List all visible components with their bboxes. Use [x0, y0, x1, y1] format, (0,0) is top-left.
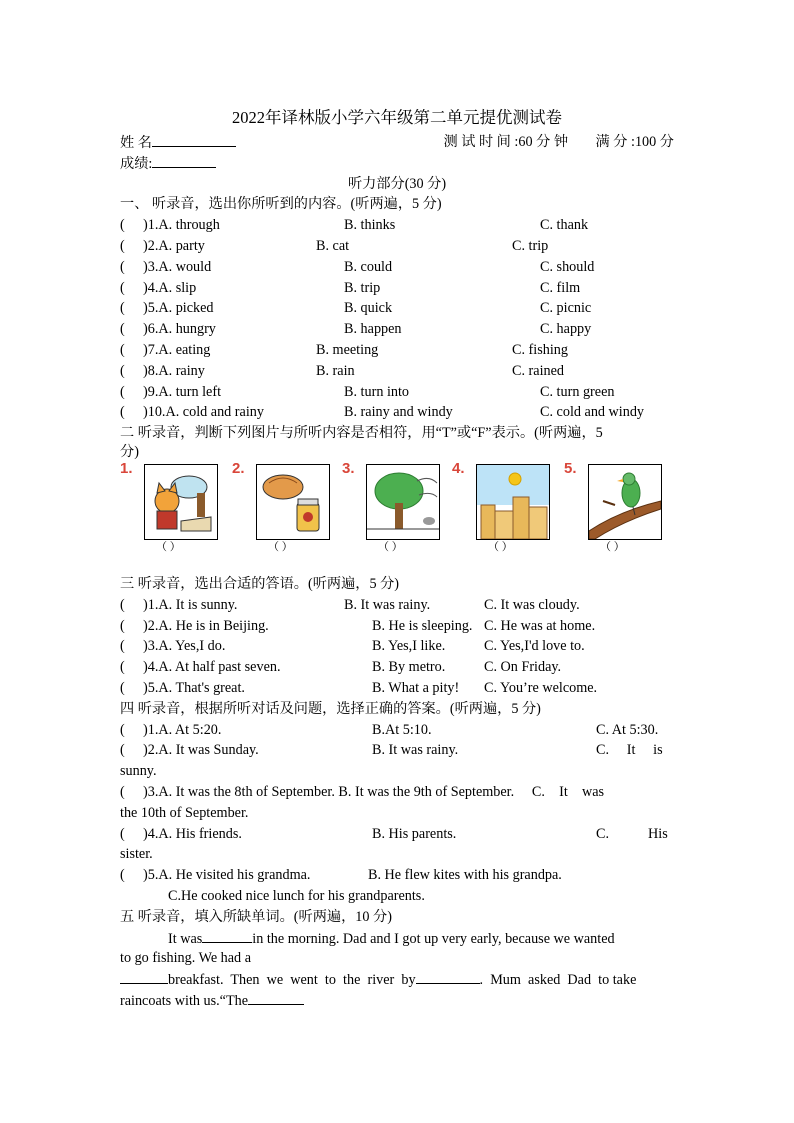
option-a: )3.A. Yes,I do.: [143, 638, 226, 655]
option-a: )7.A. eating: [143, 341, 211, 358]
passage-line-1: [120, 928, 674, 949]
option-a: )8.A. rainy: [143, 362, 205, 379]
option-c: C. He was at home.: [484, 617, 596, 634]
passage-line-4: [120, 990, 674, 1011]
section3-list: [120, 595, 674, 699]
name-field[interactable]: [120, 132, 236, 153]
s4-question-1: [120, 720, 674, 741]
section1-list: [120, 215, 674, 423]
answer-paren[interactable]: (: [120, 742, 125, 759]
picture-number: 4.: [452, 459, 465, 477]
option-b: B. thinks: [344, 217, 396, 234]
answer-paren[interactable]: (: [120, 404, 125, 421]
option-b: B. It was rainy.: [372, 742, 459, 759]
s4-question-5: [120, 865, 674, 886]
answer-paren[interactable]: (: [120, 237, 125, 254]
option-b: B. turn into: [344, 383, 410, 400]
question-row: [120, 595, 674, 616]
section2-heading-cont: 分): [120, 443, 139, 460]
answer-paren[interactable]: (: [120, 638, 125, 655]
passage-text: breakfast. Then we went to the river by: [168, 972, 416, 989]
option-c: C. At 5:30.: [596, 721, 659, 738]
option-b: B. meeting: [316, 341, 379, 358]
fill-blank-3[interactable]: [416, 969, 480, 984]
exam-page: [120, 104, 674, 1011]
option-a: )5.A. That's great.: [143, 679, 245, 696]
option-b: B. By metro.: [372, 659, 446, 676]
option-c: C.He cooked nice lunch for his grandparents.: [168, 887, 425, 904]
section5-heading: 五 听录音，填入所缺单词。(听两遍，10 分): [120, 908, 392, 925]
picture-number: 1.: [120, 459, 133, 477]
option-c: C. It was cloudy.: [484, 596, 580, 613]
question-row: [120, 298, 674, 319]
option-b: B. trip: [344, 279, 381, 296]
question-line: )3.A. It was the 8th of September. B. It was the 9th of September. C. It was: [143, 783, 605, 800]
option-a: )1.A. through: [143, 217, 220, 234]
option-c-cont: sister.: [120, 846, 153, 863]
answer-paren[interactable]: (: [120, 867, 125, 884]
option-c-cont: the 10th of September.: [120, 804, 249, 821]
answer-paren[interactable]: （ ）: [268, 540, 293, 553]
option-b: B. happen: [344, 321, 402, 338]
option-b: B. He flew kites with his grandpa.: [368, 867, 562, 884]
s4-question-4: [120, 824, 674, 845]
answer-paren[interactable]: (: [120, 300, 125, 317]
option-c: C. rained: [512, 362, 565, 379]
answer-paren[interactable]: (: [120, 258, 125, 275]
sunny-buildings-picture-icon: [476, 464, 550, 540]
option-b: B. He is sleeping.: [372, 617, 473, 634]
question-row: [120, 678, 674, 699]
answer-paren[interactable]: （ ）: [378, 540, 403, 553]
option-b: B. It was rainy.: [344, 596, 431, 613]
option-c: C. fishing: [512, 341, 568, 358]
passage-text: raincoats with us.“The: [120, 992, 249, 1009]
option-a: )9.A. turn left: [143, 383, 222, 400]
question-row: [120, 636, 674, 657]
option-b: B. Yes,I like.: [372, 638, 446, 655]
option-a: )5.A. He visited his grandma.: [143, 867, 311, 884]
option-b: B. cat: [316, 237, 350, 254]
answer-paren[interactable]: (: [120, 596, 125, 613]
answer-paren[interactable]: (: [120, 783, 125, 800]
option-c: C. His: [596, 825, 668, 842]
option-a: )2.A. party: [143, 237, 205, 254]
passage-text: in the morning. Dad and I got up very early, because we wanted: [252, 930, 615, 947]
passage-text: . Mum asked Dad to take: [479, 972, 637, 989]
score-row: [120, 153, 674, 174]
option-c: C. picnic: [540, 300, 592, 317]
time-label: 测 试 时 间 :60 分 钟: [443, 134, 569, 150]
option-c: C. Yes,I'd love to.: [484, 638, 585, 655]
option-b: B. could: [344, 258, 393, 275]
name-label: 姓 名: [120, 135, 152, 151]
option-a: )1.A. At 5:20.: [143, 721, 222, 738]
fill-blank-1[interactable]: [202, 928, 252, 943]
option-c: C. film: [540, 279, 581, 296]
answer-paren[interactable]: (: [120, 659, 125, 676]
bird-branch-picture-icon: [588, 464, 662, 540]
answer-paren[interactable]: (: [120, 321, 125, 338]
question-row: [120, 657, 674, 678]
option-a: )6.A. hungry: [143, 321, 216, 338]
option-c: C. should: [540, 258, 595, 275]
section2-heading: 二 听录音，判断下列图片与所听内容是否相符，用“T”或“F”表示。(听两遍，5: [120, 425, 603, 442]
option-c: C. turn green: [540, 383, 615, 400]
s4-question-2: [120, 740, 674, 761]
option-b: B. quick: [344, 300, 393, 317]
question-row: [120, 340, 674, 361]
answer-paren[interactable]: （ ）: [600, 540, 625, 553]
question-row: [120, 319, 674, 340]
option-b: B.At 5:10.: [372, 721, 432, 738]
answer-paren[interactable]: (: [120, 383, 125, 400]
option-c: C. On Friday.: [484, 659, 562, 676]
fill-blank-2[interactable]: [120, 969, 168, 984]
question-row: [120, 616, 674, 637]
exam-title: 2022年译林版小学六年级第二单元提优测试卷: [232, 108, 562, 127]
answer-paren[interactable]: （ ）: [156, 540, 181, 553]
question-row: [120, 236, 674, 257]
option-a: )3.A. would: [143, 258, 212, 275]
cat-picture-icon: [144, 464, 218, 540]
option-c: C. trip: [512, 237, 549, 254]
full-score-label: 满 分 :100 分: [595, 134, 674, 150]
option-a: )2.A. It was Sunday.: [143, 742, 259, 759]
option-a: )2.A. He is in Beijing.: [143, 617, 269, 634]
score-label: 成绩:: [120, 155, 153, 172]
option-c-cont: sunny.: [120, 763, 157, 780]
option-b: B. rainy and windy: [344, 404, 453, 421]
passage-text: It was: [168, 930, 203, 947]
answer-paren[interactable]: (: [120, 279, 125, 296]
picture-number: 5.: [564, 459, 577, 477]
option-b: B. What a pity!: [372, 679, 460, 696]
option-a: )1.A. It is sunny.: [143, 596, 238, 613]
option-a: )4.A. At half past seven.: [143, 659, 281, 676]
option-a: )5.A. picked: [143, 300, 214, 317]
option-a: )4.A. His friends.: [143, 825, 242, 842]
question-row: [120, 257, 674, 278]
question-row: [120, 361, 674, 382]
question-row: [120, 215, 674, 236]
answer-paren[interactable]: (: [120, 825, 125, 842]
s4-question-3: [120, 782, 674, 803]
option-c: C. It is: [596, 742, 663, 759]
answer-paren[interactable]: (: [120, 679, 125, 696]
option-c: C. happy: [540, 321, 592, 338]
answer-paren[interactable]: (: [120, 217, 125, 234]
info-row: [120, 132, 674, 153]
passage-line-3: [120, 969, 674, 990]
score-blank[interactable]: [152, 153, 216, 168]
tree-picture-icon: [366, 464, 440, 540]
answer-paren[interactable]: (: [120, 721, 125, 738]
passage-line-2: to go fishing. We had a: [120, 950, 251, 967]
listening-header: 听力部分(30 分): [347, 175, 447, 192]
question-row: [120, 382, 674, 403]
option-b: B. His parents.: [372, 825, 457, 842]
option-c: C. cold and windy: [540, 404, 645, 421]
picture-number: 2.: [232, 459, 245, 477]
bread-jam-picture-icon: [256, 464, 330, 540]
picture-number: 3.: [342, 459, 355, 477]
answer-paren[interactable]: (: [120, 617, 125, 634]
option-b: B. rain: [316, 362, 355, 379]
section3-heading: 三 听录音，选出合适的答语。(听两遍，5 分): [120, 575, 400, 592]
section1-heading: 一、 听录音，选出你所听到的内容。(听两遍，5 分): [120, 196, 442, 213]
answer-paren[interactable]: (: [120, 362, 125, 379]
option-c: C. thank: [540, 217, 589, 234]
answer-paren[interactable]: (: [120, 341, 125, 358]
question-row: [120, 278, 674, 299]
fill-blank-4[interactable]: [248, 990, 304, 1005]
option-a: )4.A. slip: [143, 279, 197, 296]
option-c: C. You’re welcome.: [484, 679, 598, 696]
option-a: )10.A. cold and rainy: [143, 404, 264, 421]
answer-paren[interactable]: （ ）: [488, 540, 513, 553]
picture-row: [120, 459, 674, 574]
name-blank[interactable]: [152, 132, 236, 147]
section4-heading: 四 听录音，根据所听对话及问题，选择正确的答案。(听两遍，5 分): [120, 700, 541, 717]
question-row: [120, 402, 674, 423]
time-info: [263, 132, 568, 153]
